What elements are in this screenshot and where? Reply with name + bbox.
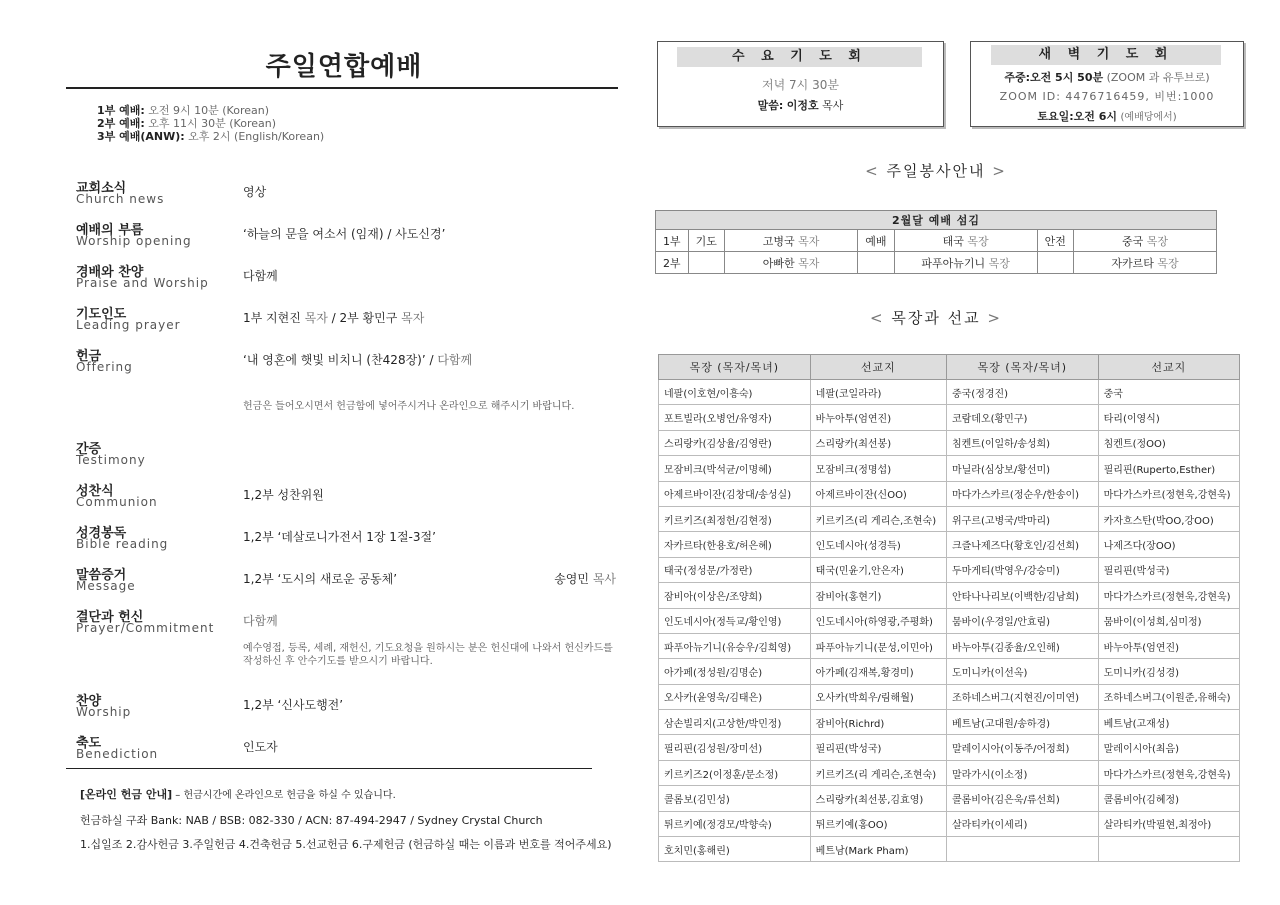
mission-cell: 키르키즈(최정헌/김현정) xyxy=(659,506,811,531)
mission-row xyxy=(659,583,1240,608)
order-title: 경배와 찬양 xyxy=(76,265,144,280)
service-cell xyxy=(894,230,1037,252)
service-title: 목장 xyxy=(967,234,989,248)
mission-header: 목장 (목자/목녀) xyxy=(659,355,811,380)
mission-cell: 자카르타(한용호/허은혜) xyxy=(659,532,811,557)
order-title: 교회소식 xyxy=(76,181,127,196)
mission-cell: 콜롬비아(김혜정) xyxy=(1098,786,1239,811)
service-part: 1부 xyxy=(656,230,689,252)
prayer-title-2: 목자 xyxy=(401,311,425,325)
order-value xyxy=(243,309,424,326)
service-table xyxy=(655,210,1217,274)
mission-row xyxy=(659,456,1240,481)
mission-cell: 키르키즈(리 게리슨,조현숙) xyxy=(810,760,946,785)
service-name: 태국 xyxy=(942,234,964,248)
mission-cell: 카자흐스탄(박OO,강OO) xyxy=(1098,506,1239,531)
mission-row xyxy=(659,710,1240,735)
mission-cell: 침켄트(이일하/송성희) xyxy=(946,430,1098,455)
mission-cell: 마다가스카르(정현욱,강현욱) xyxy=(1098,760,1239,785)
dawn-weekday-note: (ZOOM 과 유투브로) xyxy=(1106,71,1210,84)
mission-cell: 나제즈다(장OO) xyxy=(1098,532,1239,557)
mission-cell: 태국(민윤기,안은자) xyxy=(810,557,946,582)
mission-cell: 말레이시아(이동주/어정희) xyxy=(946,735,1098,760)
mission-row xyxy=(659,532,1240,557)
mission-cell: 콜롬보(김민성) xyxy=(659,786,811,811)
offering-hymn: ‘내 영혼에 햇빛 비치니 (찬428장)’ xyxy=(243,353,426,367)
order-value: 영상 xyxy=(243,185,267,199)
service-name: 고병국 xyxy=(762,234,795,248)
schedule-label: 2부 예배: xyxy=(97,117,145,130)
order-title: 말씀증거 xyxy=(76,568,127,583)
service-cat xyxy=(1037,252,1073,274)
order-subtitle: Praise and Worship xyxy=(76,276,209,290)
mission-cell: 인도네시아(정득교/황인영) xyxy=(659,608,811,633)
prayer-sep: / xyxy=(327,311,340,325)
order-title: 기도인도 xyxy=(76,307,127,322)
preacher-title: 목사 xyxy=(592,572,616,586)
mission-cell: 마다가스카르(정현욱,강현욱) xyxy=(1098,583,1239,608)
mission-row xyxy=(659,380,1240,405)
mission-cell: 태국(정성문/가정란) xyxy=(659,557,811,582)
order-title: 성경봉독 xyxy=(76,526,127,541)
order-value: 1,2부 ‘신사도행전’ xyxy=(243,698,344,712)
mission-cell: 튀르키예(홍OO) xyxy=(810,811,946,836)
mission-cell: 아가페(김재복,황경미) xyxy=(810,659,946,684)
online-types: 1.십일조 2.감사헌금 3.주일헌금 4.건축헌금 5.선교헌금 6.구제헌금 (헌금하실 때는 이름과 번호를 적어주세요) xyxy=(80,838,612,851)
mission-cell: 호치민(홍해린) xyxy=(659,837,811,862)
mission-cell: 마다가스카르(정현욱,강현욱) xyxy=(1098,481,1239,506)
service-caption: 2월달 예배 섬김 xyxy=(656,211,1217,230)
mission-cell: 아제르바이잔(신OO) xyxy=(810,481,946,506)
order-subtitle: Communion xyxy=(76,495,158,509)
order-subtitle: Message xyxy=(76,579,136,593)
offering-note: 헌금은 들어오시면서 헌금함에 넣어주시거나 온라인으로 해주시기 바랍니다. xyxy=(243,401,575,412)
mission-header: 목장 (목자/목녀) xyxy=(946,355,1098,380)
service-cell xyxy=(1073,252,1216,274)
mission-cell: 위구르(고병국/박마리) xyxy=(946,506,1098,531)
mission-cell: 필리핀(김성원/장미선) xyxy=(659,735,811,760)
mission-cell: 말레이시아(최음) xyxy=(1098,735,1239,760)
order-subtitle: Church news xyxy=(76,192,165,206)
order-value: 다함께 xyxy=(243,614,278,628)
mission-cell: 두마게티(박영우/강승미) xyxy=(946,557,1098,582)
schedule-time: 오후 2시 (English/Korean) xyxy=(188,130,325,143)
prayer-leader-2: 2부 황민구 xyxy=(339,311,398,325)
dawn-saturday xyxy=(971,108,1243,124)
service-schedule xyxy=(97,104,324,143)
service-title: 목자 xyxy=(798,256,820,270)
word-name: 이정호 xyxy=(786,99,819,112)
mission-row xyxy=(659,608,1240,633)
order-subtitle: Benediction xyxy=(76,747,159,761)
bracket-close: > xyxy=(992,162,1007,180)
service-cell xyxy=(724,230,857,252)
mission-row xyxy=(659,430,1240,455)
service-title: 목장 xyxy=(1146,234,1168,248)
mission-cell: 마닐라(심상보/황선미) xyxy=(946,456,1098,481)
online-heading: [온라인 헌금 안내] xyxy=(80,788,173,801)
mission-row xyxy=(659,506,1240,531)
mission-cell: 뭄바이(우경일/안효림) xyxy=(946,608,1098,633)
order-value: 다함께 xyxy=(243,269,278,283)
mission-cell: 인도네시아(하영광,주평화) xyxy=(810,608,946,633)
mission-row xyxy=(659,659,1240,684)
dawn-prayer-box xyxy=(970,41,1244,127)
mission-row xyxy=(659,837,1240,862)
mission-cell: 바누아투(김종율/오인해) xyxy=(946,633,1098,658)
mission-cell: 타리(이영식) xyxy=(1098,405,1239,430)
mission-cell: 스리랑카(최선봉,김효영) xyxy=(810,786,946,811)
mission-cell: 콜롬비아(김은욱/류선희) xyxy=(946,786,1098,811)
mission-row xyxy=(659,760,1240,785)
dawn-zoom: ZOOM ID: 4476716459, 비번:1000 xyxy=(999,90,1215,103)
mission-cell: 조하네스버그(이원준,유해숙) xyxy=(1098,684,1239,709)
mission-cell: 베트남(고재성) xyxy=(1098,710,1239,735)
schedule-label: 1부 예배: xyxy=(97,104,145,117)
word-label: 말씀: xyxy=(757,99,784,112)
mission-cell: 스리랑카(최선봉) xyxy=(810,430,946,455)
preacher-name: 송영민 xyxy=(554,572,589,586)
mission-row xyxy=(659,684,1240,709)
order-title: 헌금 xyxy=(76,349,102,364)
mission-cell: 파푸아뉴기니(문성,이민아) xyxy=(810,633,946,658)
schedule-time: 오전 9시 10분 (Korean) xyxy=(148,104,269,117)
offering-sep: / xyxy=(425,353,438,367)
mission-row xyxy=(659,633,1240,658)
wednesday-speaker xyxy=(658,97,943,113)
mission-cell: 키르키즈2(이정훈/문소정) xyxy=(659,760,811,785)
mission-cell: 오사카(윤영욱/김태은) xyxy=(659,684,811,709)
mission-header-row xyxy=(659,355,1240,380)
mission-cell: 아가페(정성원/김명순) xyxy=(659,659,811,684)
order-subtitle: Offering xyxy=(76,360,133,374)
service-cat: 안전 xyxy=(1037,230,1073,252)
prayer-title-1: 목자 xyxy=(304,311,328,325)
mission-cell: 안타나나리보(이백한/김남희) xyxy=(946,583,1098,608)
online-heading-line xyxy=(80,786,396,802)
order-value: 1,2부 ‘도시의 새로운 공동체’ xyxy=(243,572,398,586)
service-row xyxy=(656,230,1217,252)
preacher xyxy=(554,570,616,587)
mission-cell: 아제르바이잔(김창대/송성실) xyxy=(659,481,811,506)
mission-cell: 파푸아뉴기니(유승우/김희영) xyxy=(659,633,811,658)
prayer-leader-1: 1부 지현진 xyxy=(243,311,301,325)
order-value: 1,2부 성찬위원 xyxy=(243,488,324,502)
mission-cell: 바누아투(엄연진) xyxy=(1098,633,1239,658)
mission-cell: 중국(정경진) xyxy=(946,380,1098,405)
order-title: 예배의 부름 xyxy=(76,223,144,238)
mission-cell xyxy=(1098,837,1239,862)
bracket-open: < xyxy=(870,309,885,327)
order-subtitle: Worship xyxy=(76,705,132,719)
schedule-label: 3부 예배(ANW): xyxy=(97,130,185,143)
order-title: 성찬식 xyxy=(76,484,114,499)
order-subtitle: Leading prayer xyxy=(76,318,181,332)
mission-cell: 마다가스카르(정순우/한송이) xyxy=(946,481,1098,506)
mission-cell: 필리핀(Ruperto,Esther) xyxy=(1098,456,1239,481)
service-title: 목자 xyxy=(798,234,820,248)
order-title: 결단과 헌신 xyxy=(76,610,144,625)
order-value: ‘하늘의 문을 여소서 (임재) / 사도신경’ xyxy=(243,227,446,241)
word-title: 목사 xyxy=(822,99,844,112)
order-value: 인도자 xyxy=(243,740,278,754)
order-value xyxy=(243,351,472,368)
mission-cell: 스리랑카(김상율/김영란) xyxy=(659,430,811,455)
service-name: 아빠한 xyxy=(762,256,795,270)
offering-leader: 다함께 xyxy=(437,353,473,367)
mission-cell: 도미니카(이선옥) xyxy=(946,659,1098,684)
mission-cell: 모잠비크(박석균/이명혜) xyxy=(659,456,811,481)
mission-cell: 인도네시아(성경득) xyxy=(810,532,946,557)
mission-cell: 잠비아(Richrd) xyxy=(810,710,946,735)
service-name: 자카르타 xyxy=(1111,256,1154,270)
service-name: 중국 xyxy=(1121,234,1144,248)
mission-cell: 살라티카(이세리) xyxy=(946,811,1098,836)
dawn-saturday-time: 토요일:오전 6시 xyxy=(1037,110,1118,123)
mission-table xyxy=(658,354,1240,862)
service-cat xyxy=(858,252,894,274)
mission-cell: 조하네스버그(지현진/이미연) xyxy=(946,684,1098,709)
dawn-saturday-note: (예배당에서) xyxy=(1120,112,1177,123)
mission-cell: 오사카(박희우/림해월) xyxy=(810,684,946,709)
mission-cell: 필리핀(박성국) xyxy=(810,735,946,760)
service-cat xyxy=(688,252,724,274)
order-subtitle: Testimony xyxy=(76,453,146,467)
service-title: 목장 xyxy=(1157,256,1179,270)
service-cat: 기도 xyxy=(688,230,724,252)
mission-cell: 잠비아(이상은/조양희) xyxy=(659,583,811,608)
mission-cell: 잠비아(홍현기) xyxy=(810,583,946,608)
mission-row xyxy=(659,405,1240,430)
title-divider xyxy=(66,87,618,89)
bottom-divider xyxy=(66,768,592,769)
service-part: 2부 xyxy=(656,252,689,274)
bracket-open: < xyxy=(865,162,880,180)
service-heading xyxy=(655,160,1217,181)
mission-cell: 살라티카(박필현,최정아) xyxy=(1098,811,1239,836)
mission-row xyxy=(659,557,1240,582)
mission-row xyxy=(659,811,1240,836)
mission-cell: 삼손빌리지(고상한/박민정) xyxy=(659,710,811,735)
order-value: 1,2부 ‘데살로니가전서 1장 1절-3절’ xyxy=(243,530,436,544)
mission-cell: 튀르키예(정경모/박향숙) xyxy=(659,811,811,836)
wednesday-title: 수 요 기 도 회 xyxy=(677,47,922,67)
order-subtitle: Prayer/Commitment xyxy=(76,621,215,635)
service-cat: 예배 xyxy=(858,230,894,252)
mission-cell: 포트빌라(오병언/유영자) xyxy=(659,405,811,430)
commit-note: 예수영접, 등록, 세례, 재헌신, 기도요청을 원하시는 분은 헌신대에 나와서 헌신카드를 작성하신 후 안수기도를 받으시기 바랍니다. xyxy=(243,643,613,667)
dawn-weekday xyxy=(971,69,1243,85)
dawn-weekday-time: 주중:오전 5시 50분 xyxy=(1004,71,1104,84)
page-title: 주일연합예배 xyxy=(265,52,423,82)
mission-cell: 크즐나제즈다(황호인/김선희) xyxy=(946,532,1098,557)
mission-row xyxy=(659,481,1240,506)
online-heading-note: – 헌금시간에 온라인으로 헌금을 하실 수 있습니다. xyxy=(175,790,396,801)
mission-cell: 뭄바이(이성희,심미정) xyxy=(1098,608,1239,633)
bracket-close: > xyxy=(987,309,1002,327)
order-title: 찬양 xyxy=(76,694,102,709)
mission-cell: 중국 xyxy=(1098,380,1239,405)
dawn-title: 새 벽 기 도 회 xyxy=(991,45,1221,65)
order-subtitle: Worship opening xyxy=(76,234,192,248)
order-subtitle: Bible reading xyxy=(76,537,169,551)
mission-header: 선교지 xyxy=(810,355,946,380)
service-name: 파푸아뉴기니 xyxy=(921,256,986,270)
mission-cell xyxy=(946,837,1098,862)
mission-cell: 바누아투(엄연진) xyxy=(810,405,946,430)
mission-row xyxy=(659,786,1240,811)
service-row xyxy=(656,252,1217,274)
mission-cell: 모잠비크(정명섭) xyxy=(810,456,946,481)
schedule-time: 오후 11시 30분 (Korean) xyxy=(148,117,276,130)
order-title: 간증 xyxy=(76,442,102,457)
mission-row xyxy=(659,735,1240,760)
service-cell xyxy=(724,252,857,274)
wednesday-prayer-box xyxy=(657,41,944,127)
mission-heading xyxy=(655,307,1217,328)
mission-cell: 말라가시(이소정) xyxy=(946,760,1098,785)
mission-cell: 베트남(고대원/송하경) xyxy=(946,710,1098,735)
mission-cell: 침켄트(정OO) xyxy=(1098,430,1239,455)
mission-header: 선교지 xyxy=(1098,355,1239,380)
online-bank: 헌금하실 구좌 Bank: NAB / BSB: 082-330 / ACN: 87-494-2947 / Sydney Crystal Church xyxy=(80,814,543,827)
service-title: 목장 xyxy=(988,256,1010,270)
mission-cell: 도미니카(김성경) xyxy=(1098,659,1239,684)
mission-cell: 네팔(코일라라) xyxy=(810,380,946,405)
service-cell xyxy=(894,252,1037,274)
mission-cell: 필리핀(박성국) xyxy=(1098,557,1239,582)
service-cell xyxy=(1073,230,1216,252)
order-title: 축도 xyxy=(76,736,102,751)
mission-heading-label: 목장과 선교 xyxy=(891,309,981,327)
mission-cell: 키르키즈(리 게리슨,조현숙) xyxy=(810,506,946,531)
wednesday-time: 저녁 7시 30분 xyxy=(762,78,839,92)
service-heading-label: 주일봉사안내 xyxy=(886,162,986,180)
mission-cell: 코람데오(황민구) xyxy=(946,405,1098,430)
mission-cell: 베트남(Mark Pham) xyxy=(810,837,946,862)
mission-cell: 네팔(이호현/이흥숙) xyxy=(659,380,811,405)
